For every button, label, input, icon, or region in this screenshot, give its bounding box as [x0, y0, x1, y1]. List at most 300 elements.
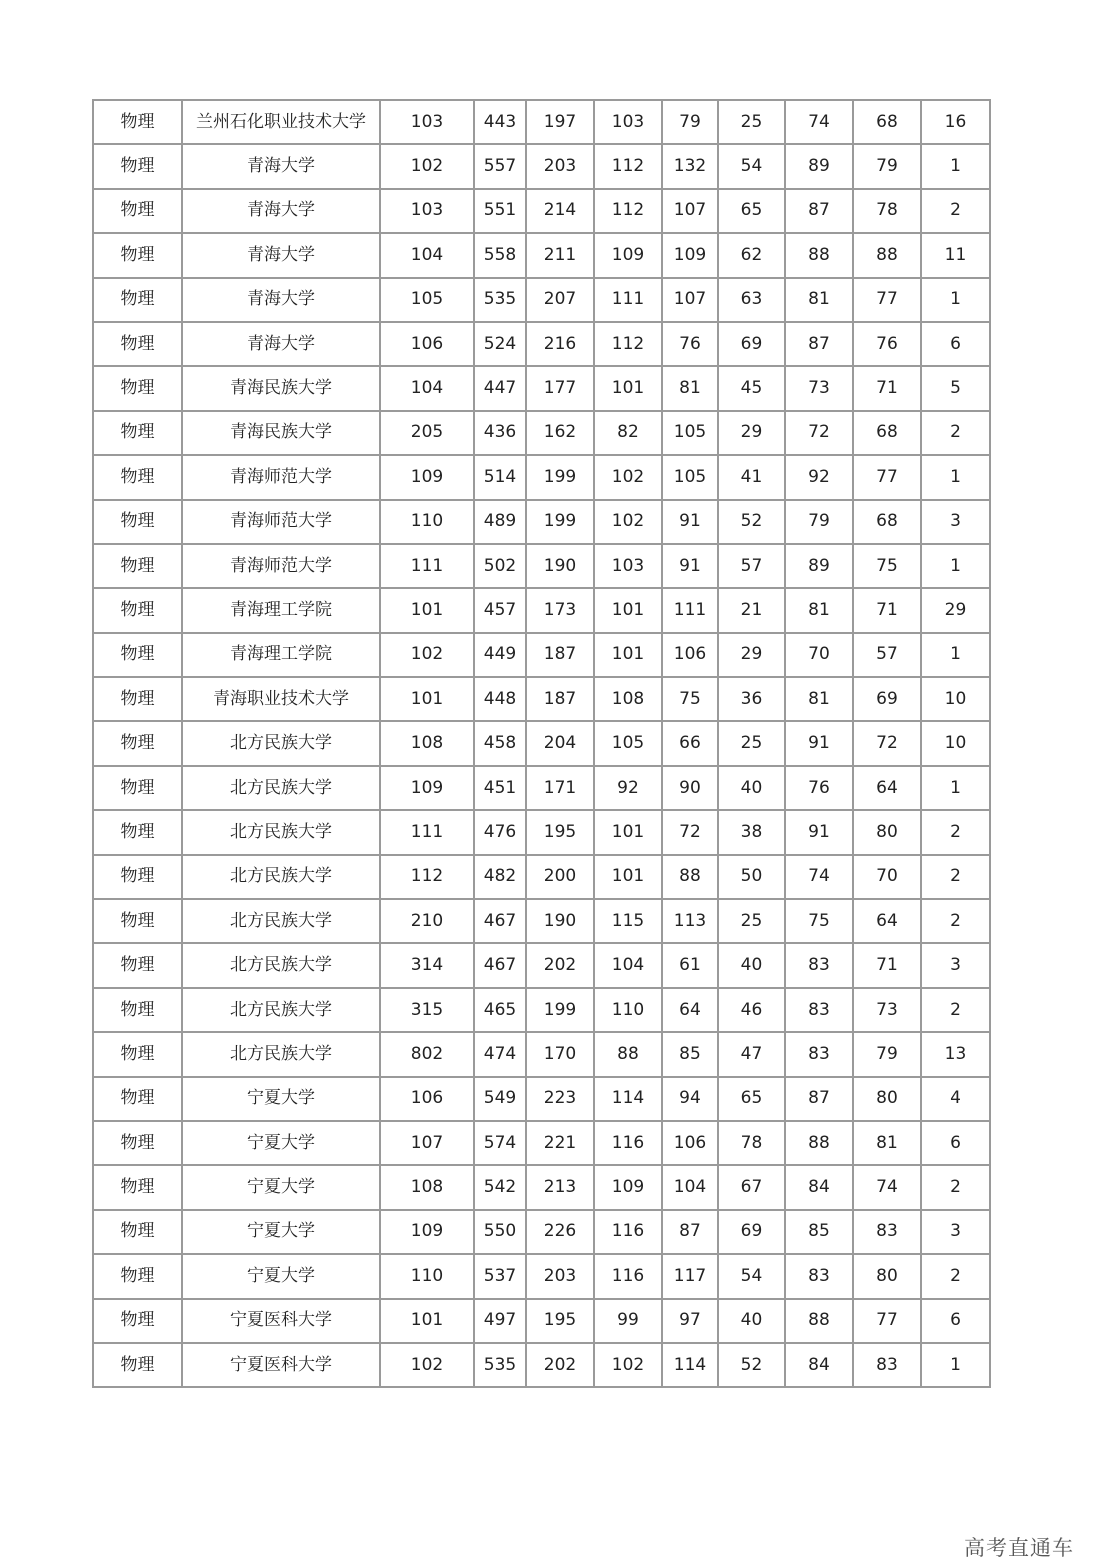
count-cell: 4 [921, 1077, 990, 1121]
score-cell: 29 [718, 411, 785, 455]
score-cell: 90 [662, 766, 718, 810]
table-row [93, 1077, 990, 1121]
table-row [93, 189, 990, 233]
school-name-cell: 青海理工学院 [182, 633, 380, 677]
score-cell: 171 [526, 766, 594, 810]
table-row [93, 633, 990, 677]
table-row [93, 588, 990, 632]
total-score-cell: 535 [474, 278, 526, 322]
count-cell: 3 [921, 1210, 990, 1254]
score-cell: 85 [662, 1032, 718, 1076]
major-code-cell: 205 [380, 411, 474, 455]
score-cell: 84 [785, 1343, 853, 1387]
score-cell: 101 [594, 855, 662, 899]
score-cell: 45 [718, 366, 785, 410]
score-cell: 103 [594, 100, 662, 144]
score-cell: 25 [718, 721, 785, 765]
subject-cell: 物理 [93, 899, 182, 943]
count-cell: 16 [921, 100, 990, 144]
count-cell: 1 [921, 1343, 990, 1387]
score-cell: 63 [718, 278, 785, 322]
score-cell: 102 [594, 455, 662, 499]
school-name-cell: 青海大学 [182, 144, 380, 188]
score-cell: 190 [526, 544, 594, 588]
score-cell: 65 [718, 1077, 785, 1121]
score-cell: 88 [853, 233, 921, 277]
watermark-text: 高考直通车 [964, 1536, 1074, 1560]
school-name-cell: 宁夏医科大学 [182, 1299, 380, 1343]
score-cell: 104 [662, 1165, 718, 1209]
score-cell: 47 [718, 1032, 785, 1076]
score-cell: 79 [853, 1032, 921, 1076]
total-score-cell: 550 [474, 1210, 526, 1254]
count-cell: 2 [921, 988, 990, 1032]
major-code-cell: 106 [380, 1077, 474, 1121]
score-cell: 88 [785, 1121, 853, 1165]
score-cell: 73 [853, 988, 921, 1032]
school-name-cell: 青海大学 [182, 322, 380, 366]
score-cell: 80 [853, 1254, 921, 1298]
total-score-cell: 524 [474, 322, 526, 366]
score-cell: 54 [718, 1254, 785, 1298]
table-row [93, 100, 990, 144]
score-cell: 114 [594, 1077, 662, 1121]
school-name-cell: 青海民族大学 [182, 411, 380, 455]
total-score-cell: 443 [474, 100, 526, 144]
score-cell: 112 [594, 189, 662, 233]
school-name-cell: 北方民族大学 [182, 943, 380, 987]
score-cell: 105 [594, 721, 662, 765]
score-cell: 88 [594, 1032, 662, 1076]
subject-cell: 物理 [93, 1343, 182, 1387]
score-cell: 78 [718, 1121, 785, 1165]
subject-cell: 物理 [93, 1121, 182, 1165]
score-cell: 190 [526, 899, 594, 943]
table-row [93, 1121, 990, 1165]
major-code-cell: 109 [380, 1210, 474, 1254]
count-cell: 6 [921, 1121, 990, 1165]
subject-cell: 物理 [93, 633, 182, 677]
subject-cell: 物理 [93, 278, 182, 322]
count-cell: 10 [921, 677, 990, 721]
count-cell: 2 [921, 899, 990, 943]
table-row [93, 721, 990, 765]
major-code-cell: 104 [380, 233, 474, 277]
total-score-cell: 489 [474, 500, 526, 544]
score-cell: 112 [594, 322, 662, 366]
score-cell: 79 [662, 100, 718, 144]
major-code-cell: 101 [380, 588, 474, 632]
table-row [93, 1165, 990, 1209]
score-cell: 74 [853, 1165, 921, 1209]
school-name-cell: 青海大学 [182, 233, 380, 277]
count-cell: 1 [921, 278, 990, 322]
school-name-cell: 宁夏大学 [182, 1077, 380, 1121]
count-cell: 6 [921, 1299, 990, 1343]
major-code-cell: 111 [380, 810, 474, 854]
subject-cell: 物理 [93, 1077, 182, 1121]
school-name-cell: 宁夏大学 [182, 1165, 380, 1209]
school-name-cell: 青海师范大学 [182, 544, 380, 588]
total-score-cell: 467 [474, 899, 526, 943]
table-row [93, 810, 990, 854]
score-cell: 214 [526, 189, 594, 233]
subject-cell: 物理 [93, 721, 182, 765]
total-score-cell: 457 [474, 588, 526, 632]
table-row [93, 899, 990, 943]
score-cell: 40 [718, 943, 785, 987]
school-name-cell: 青海大学 [182, 189, 380, 233]
school-name-cell: 北方民族大学 [182, 1032, 380, 1076]
score-cell: 69 [853, 677, 921, 721]
score-cell: 195 [526, 1299, 594, 1343]
count-cell: 1 [921, 766, 990, 810]
score-cell: 70 [785, 633, 853, 677]
table-row [93, 1254, 990, 1298]
count-cell: 11 [921, 233, 990, 277]
score-cell: 50 [718, 855, 785, 899]
count-cell: 5 [921, 366, 990, 410]
count-cell: 2 [921, 855, 990, 899]
score-cell: 88 [785, 233, 853, 277]
score-cell: 116 [594, 1121, 662, 1165]
count-cell: 3 [921, 943, 990, 987]
score-cell: 76 [853, 322, 921, 366]
count-cell: 13 [921, 1032, 990, 1076]
score-cell: 88 [662, 855, 718, 899]
score-cell: 111 [662, 588, 718, 632]
score-cell: 21 [718, 588, 785, 632]
score-cell: 101 [594, 810, 662, 854]
score-cell: 204 [526, 721, 594, 765]
table-row [93, 233, 990, 277]
school-name-cell: 北方民族大学 [182, 988, 380, 1032]
total-score-cell: 447 [474, 366, 526, 410]
score-cell: 101 [594, 633, 662, 677]
school-name-cell: 北方民族大学 [182, 899, 380, 943]
score-cell: 199 [526, 988, 594, 1032]
table-row [93, 1299, 990, 1343]
score-cell: 91 [662, 500, 718, 544]
score-cell: 40 [718, 1299, 785, 1343]
score-cell: 202 [526, 1343, 594, 1387]
subject-cell: 物理 [93, 766, 182, 810]
score-cell: 87 [785, 322, 853, 366]
score-cell: 109 [594, 233, 662, 277]
total-score-cell: 458 [474, 721, 526, 765]
major-code-cell: 102 [380, 1343, 474, 1387]
total-score-cell: 542 [474, 1165, 526, 1209]
score-cell: 83 [853, 1210, 921, 1254]
total-score-cell: 537 [474, 1254, 526, 1298]
table-row [93, 1210, 990, 1254]
score-cell: 25 [718, 899, 785, 943]
school-name-cell: 宁夏大学 [182, 1254, 380, 1298]
score-cell: 202 [526, 943, 594, 987]
score-cell: 52 [718, 500, 785, 544]
score-cell: 80 [853, 810, 921, 854]
score-cell: 83 [785, 1254, 853, 1298]
school-name-cell: 北方民族大学 [182, 855, 380, 899]
score-cell: 199 [526, 500, 594, 544]
total-score-cell: 574 [474, 1121, 526, 1165]
score-cell: 52 [718, 1343, 785, 1387]
count-cell: 10 [921, 721, 990, 765]
score-cell: 89 [785, 144, 853, 188]
school-name-cell: 北方民族大学 [182, 810, 380, 854]
score-cell: 36 [718, 677, 785, 721]
score-cell: 71 [853, 943, 921, 987]
score-cell: 132 [662, 144, 718, 188]
count-cell: 1 [921, 544, 990, 588]
total-score-cell: 476 [474, 810, 526, 854]
school-name-cell: 青海师范大学 [182, 500, 380, 544]
score-cell: 197 [526, 100, 594, 144]
school-name-cell: 兰州石化职业技术大学 [182, 100, 380, 144]
subject-cell: 物理 [93, 411, 182, 455]
score-cell: 91 [785, 721, 853, 765]
table-row [93, 677, 990, 721]
score-cell: 25 [718, 100, 785, 144]
table-row [93, 855, 990, 899]
score-cell: 83 [785, 943, 853, 987]
score-cell: 38 [718, 810, 785, 854]
score-cell: 101 [594, 366, 662, 410]
subject-cell: 物理 [93, 1165, 182, 1209]
subject-cell: 物理 [93, 144, 182, 188]
subject-cell: 物理 [93, 1299, 182, 1343]
score-cell: 101 [594, 588, 662, 632]
total-score-cell: 474 [474, 1032, 526, 1076]
score-cell: 68 [853, 411, 921, 455]
score-cell: 203 [526, 144, 594, 188]
score-cell: 83 [785, 988, 853, 1032]
score-cell: 75 [662, 677, 718, 721]
count-cell: 1 [921, 633, 990, 677]
major-code-cell: 108 [380, 721, 474, 765]
score-cell: 92 [785, 455, 853, 499]
score-cell: 177 [526, 366, 594, 410]
count-cell: 1 [921, 144, 990, 188]
count-cell: 2 [921, 189, 990, 233]
score-cell: 187 [526, 633, 594, 677]
major-code-cell: 110 [380, 500, 474, 544]
score-cell: 65 [718, 189, 785, 233]
score-cell: 57 [853, 633, 921, 677]
subject-cell: 物理 [93, 677, 182, 721]
count-cell: 29 [921, 588, 990, 632]
table-row [93, 278, 990, 322]
school-name-cell: 宁夏大学 [182, 1121, 380, 1165]
score-cell: 223 [526, 1077, 594, 1121]
school-name-cell: 宁夏大学 [182, 1210, 380, 1254]
score-cell: 40 [718, 766, 785, 810]
score-cell: 92 [594, 766, 662, 810]
subject-cell: 物理 [93, 322, 182, 366]
score-cell: 69 [718, 322, 785, 366]
score-cell: 211 [526, 233, 594, 277]
total-score-cell: 448 [474, 677, 526, 721]
subject-cell: 物理 [93, 855, 182, 899]
score-cell: 81 [785, 278, 853, 322]
total-score-cell: 557 [474, 144, 526, 188]
total-score-cell: 497 [474, 1299, 526, 1343]
score-cell: 109 [594, 1165, 662, 1209]
score-cell: 107 [662, 278, 718, 322]
score-cell: 54 [718, 144, 785, 188]
score-cell: 117 [662, 1254, 718, 1298]
total-score-cell: 436 [474, 411, 526, 455]
score-cell: 99 [594, 1299, 662, 1343]
school-name-cell: 北方民族大学 [182, 766, 380, 810]
score-cell: 97 [662, 1299, 718, 1343]
score-cell: 78 [853, 189, 921, 233]
subject-cell: 物理 [93, 366, 182, 410]
score-cell: 87 [785, 189, 853, 233]
major-code-cell: 802 [380, 1032, 474, 1076]
major-code-cell: 105 [380, 278, 474, 322]
score-cell: 70 [853, 855, 921, 899]
score-cell: 74 [785, 855, 853, 899]
count-cell: 2 [921, 411, 990, 455]
score-cell: 87 [785, 1077, 853, 1121]
score-cell: 64 [662, 988, 718, 1032]
score-cell: 113 [662, 899, 718, 943]
count-cell: 2 [921, 1254, 990, 1298]
score-cell: 102 [594, 1343, 662, 1387]
score-cell: 112 [594, 144, 662, 188]
score-cell: 173 [526, 588, 594, 632]
score-cell: 80 [853, 1077, 921, 1121]
score-cell: 77 [853, 278, 921, 322]
score-cell: 88 [785, 1299, 853, 1343]
score-cell: 91 [785, 810, 853, 854]
score-cell: 109 [662, 233, 718, 277]
score-cell: 91 [662, 544, 718, 588]
subject-cell: 物理 [93, 544, 182, 588]
score-cell: 170 [526, 1032, 594, 1076]
score-cell: 76 [785, 766, 853, 810]
score-cell: 71 [853, 366, 921, 410]
score-cell: 199 [526, 455, 594, 499]
score-cell: 76 [662, 322, 718, 366]
major-code-cell: 110 [380, 1254, 474, 1298]
major-code-cell: 111 [380, 544, 474, 588]
score-cell: 83 [853, 1343, 921, 1387]
score-cell: 73 [785, 366, 853, 410]
score-cell: 83 [785, 1032, 853, 1076]
table-row [93, 144, 990, 188]
table-row [93, 455, 990, 499]
score-cell: 72 [785, 411, 853, 455]
score-cell: 77 [853, 1299, 921, 1343]
table-row [93, 766, 990, 810]
score-cell: 221 [526, 1121, 594, 1165]
score-cell: 104 [594, 943, 662, 987]
school-name-cell: 青海理工学院 [182, 588, 380, 632]
score-cell: 213 [526, 1165, 594, 1209]
school-name-cell: 青海职业技术大学 [182, 677, 380, 721]
school-name-cell: 青海师范大学 [182, 455, 380, 499]
total-score-cell: 482 [474, 855, 526, 899]
score-cell: 110 [594, 988, 662, 1032]
score-cell: 200 [526, 855, 594, 899]
major-code-cell: 103 [380, 189, 474, 233]
major-code-cell: 109 [380, 766, 474, 810]
score-cell: 85 [785, 1210, 853, 1254]
subject-cell: 物理 [93, 588, 182, 632]
table-row [93, 500, 990, 544]
score-cell: 114 [662, 1343, 718, 1387]
subject-cell: 物理 [93, 500, 182, 544]
table-body [93, 100, 990, 1387]
score-cell: 69 [718, 1210, 785, 1254]
score-cell: 77 [853, 455, 921, 499]
score-cell: 102 [594, 500, 662, 544]
score-cell: 79 [785, 500, 853, 544]
score-cell: 84 [785, 1165, 853, 1209]
score-cell: 207 [526, 278, 594, 322]
score-cell: 116 [594, 1210, 662, 1254]
major-code-cell: 112 [380, 855, 474, 899]
total-score-cell: 535 [474, 1343, 526, 1387]
subject-cell: 物理 [93, 233, 182, 277]
score-cell: 68 [853, 500, 921, 544]
table-row [93, 544, 990, 588]
major-code-cell: 107 [380, 1121, 474, 1165]
score-cell: 162 [526, 411, 594, 455]
total-score-cell: 558 [474, 233, 526, 277]
score-cell: 74 [785, 100, 853, 144]
major-code-cell: 102 [380, 144, 474, 188]
subject-cell: 物理 [93, 1254, 182, 1298]
major-code-cell: 103 [380, 100, 474, 144]
major-code-cell: 101 [380, 677, 474, 721]
score-cell: 107 [662, 189, 718, 233]
score-cell: 81 [785, 588, 853, 632]
score-cell: 64 [853, 766, 921, 810]
score-cell: 103 [594, 544, 662, 588]
score-cell: 195 [526, 810, 594, 854]
school-name-cell: 宁夏医科大学 [182, 1343, 380, 1387]
count-cell: 2 [921, 1165, 990, 1209]
table-row [93, 943, 990, 987]
major-code-cell: 101 [380, 1299, 474, 1343]
subject-cell: 物理 [93, 455, 182, 499]
score-cell: 57 [718, 544, 785, 588]
score-cell: 226 [526, 1210, 594, 1254]
score-cell: 89 [785, 544, 853, 588]
total-score-cell: 514 [474, 455, 526, 499]
table-row [93, 988, 990, 1032]
score-cell: 111 [594, 278, 662, 322]
score-cell: 94 [662, 1077, 718, 1121]
score-cell: 75 [853, 544, 921, 588]
score-cell: 75 [785, 899, 853, 943]
score-cell: 72 [853, 721, 921, 765]
major-code-cell: 106 [380, 322, 474, 366]
score-cell: 61 [662, 943, 718, 987]
score-cell: 108 [594, 677, 662, 721]
score-cell: 29 [718, 633, 785, 677]
table-row [93, 1343, 990, 1387]
score-cell: 106 [662, 633, 718, 677]
total-score-cell: 465 [474, 988, 526, 1032]
score-cell: 46 [718, 988, 785, 1032]
score-cell: 71 [853, 588, 921, 632]
major-code-cell: 210 [380, 899, 474, 943]
total-score-cell: 549 [474, 1077, 526, 1121]
